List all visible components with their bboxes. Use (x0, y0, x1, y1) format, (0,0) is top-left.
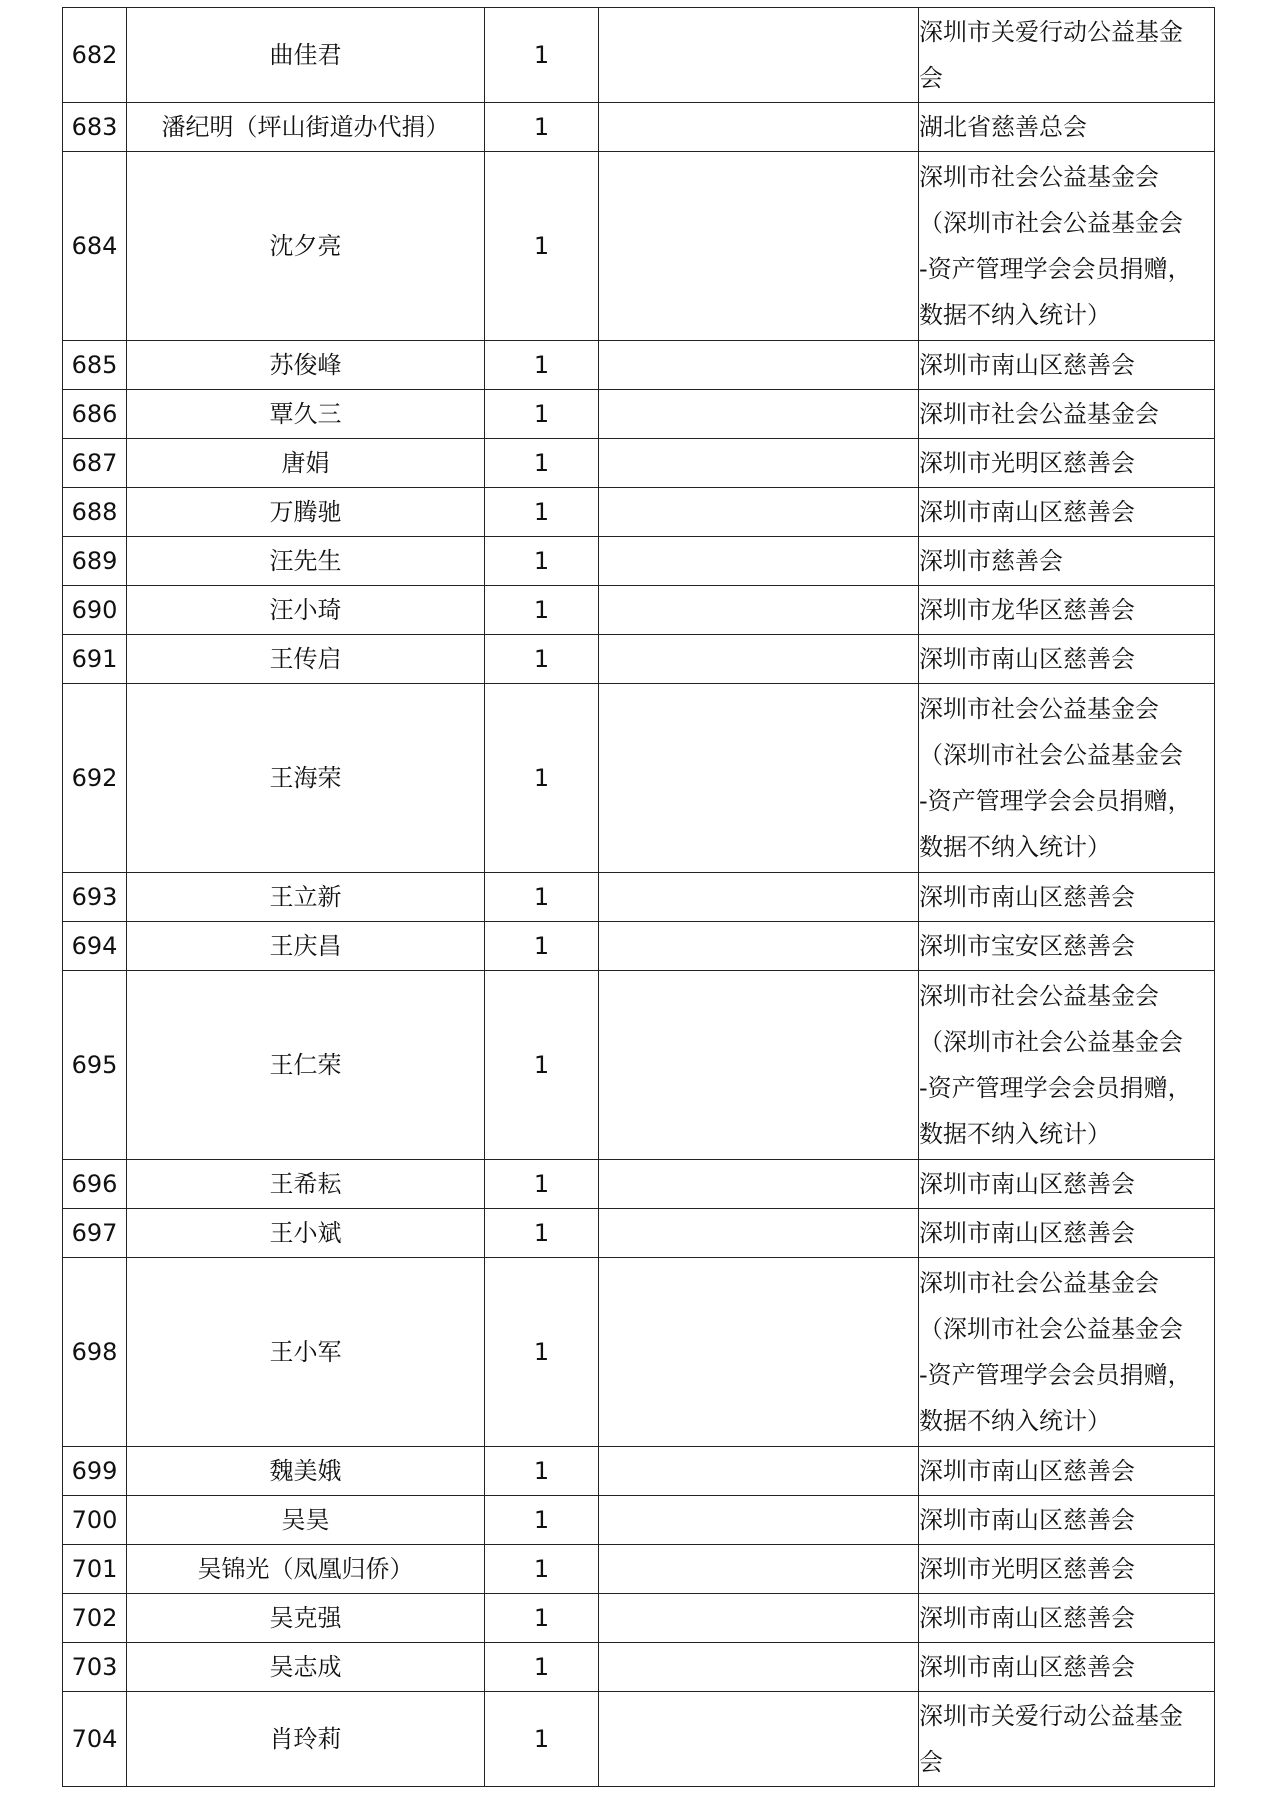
table-row (63, 922, 1215, 971)
recipient-org-line: 深圳市南山区慈善会 (919, 1219, 1135, 1247)
recipient-org-line: （深圳市社会公益基金会 (919, 1315, 1183, 1343)
recipient-org-cell (919, 537, 1215, 586)
note-cell (599, 341, 919, 390)
table-row (63, 684, 1215, 873)
note-cell (599, 1545, 919, 1594)
recipient-org-line: （深圳市社会公益基金会 (919, 1028, 1183, 1056)
amount-cell: 1 (485, 152, 599, 341)
note-cell (599, 1258, 919, 1447)
note-cell (599, 1209, 919, 1258)
amount-cell: 1 (485, 488, 599, 537)
donor-name-cell: 唐娟 (127, 439, 485, 488)
row-number-cell: 696 (63, 1160, 127, 1209)
amount-cell: 1 (485, 586, 599, 635)
row-number-cell: 698 (63, 1258, 127, 1447)
donor-name-cell: 曲佳君 (127, 8, 485, 103)
note-cell (599, 635, 919, 684)
row-number-cell: 697 (63, 1209, 127, 1258)
note-cell (599, 971, 919, 1160)
amount-cell: 1 (485, 684, 599, 873)
note-cell (599, 439, 919, 488)
row-number-cell: 692 (63, 684, 127, 873)
amount-cell: 1 (485, 1496, 599, 1545)
recipient-org-line: 深圳市龙华区慈善会 (919, 596, 1135, 624)
recipient-org-cell (919, 1496, 1215, 1545)
amount-cell: 1 (485, 103, 599, 152)
row-number-cell: 691 (63, 635, 127, 684)
recipient-org-line: -资产管理学会会员捐赠， (919, 1361, 1192, 1389)
row-number-cell: 694 (63, 922, 127, 971)
note-cell (599, 8, 919, 103)
recipient-org-cell (919, 586, 1215, 635)
recipient-org-line: 数据不纳入统计） (919, 1407, 1111, 1435)
recipient-org-line: 深圳市关爱行动公益基金 (919, 1702, 1183, 1730)
table-row (63, 390, 1215, 439)
recipient-org-line: 会 (919, 1748, 943, 1776)
amount-cell: 1 (485, 1594, 599, 1643)
row-number-cell: 688 (63, 488, 127, 537)
note-cell (599, 537, 919, 586)
recipient-org-line: 数据不纳入统计） (919, 833, 1111, 861)
table-row (63, 1594, 1215, 1643)
donor-name-cell: 王希耘 (127, 1160, 485, 1209)
note-cell (599, 1496, 919, 1545)
recipient-org-line: 深圳市社会公益基金会 (919, 695, 1159, 723)
recipient-org-cell (919, 390, 1215, 439)
table-row (63, 635, 1215, 684)
recipient-org-line: -资产管理学会会员捐赠， (919, 787, 1192, 815)
recipient-org-line: 数据不纳入统计） (919, 1120, 1111, 1148)
recipient-org-cell (919, 103, 1215, 152)
table-row (63, 341, 1215, 390)
recipient-org-line: 深圳市南山区慈善会 (919, 498, 1135, 526)
row-number-cell: 687 (63, 439, 127, 488)
row-number-cell: 690 (63, 586, 127, 635)
table-row (63, 537, 1215, 586)
note-cell (599, 873, 919, 922)
recipient-org-line: 深圳市南山区慈善会 (919, 1506, 1135, 1534)
row-number-cell: 702 (63, 1594, 127, 1643)
table-row (63, 1160, 1215, 1209)
note-cell (599, 684, 919, 873)
table-row (63, 1447, 1215, 1496)
row-number-cell: 701 (63, 1545, 127, 1594)
amount-cell: 1 (485, 537, 599, 586)
recipient-org-line: 湖北省慈善总会 (919, 113, 1087, 141)
donor-name-cell: 王海荣 (127, 684, 485, 873)
recipient-org-cell (919, 1594, 1215, 1643)
recipient-org-line: 深圳市南山区慈善会 (919, 1170, 1135, 1198)
amount-cell: 1 (485, 1692, 599, 1787)
recipient-org-cell (919, 1643, 1215, 1692)
recipient-org-cell (919, 635, 1215, 684)
donation-list-page (62, 7, 1215, 1787)
recipient-org-cell (919, 439, 1215, 488)
amount-cell: 1 (485, 635, 599, 684)
amount-cell: 1 (485, 341, 599, 390)
table-body (63, 8, 1215, 1787)
table-row (63, 971, 1215, 1160)
donor-name-cell: 吴锦光（凤凰归侨） (127, 1545, 485, 1594)
recipient-org-line: 深圳市社会公益基金会 (919, 163, 1159, 191)
note-cell (599, 1160, 919, 1209)
recipient-org-cell (919, 873, 1215, 922)
recipient-org-line: 深圳市南山区慈善会 (919, 351, 1135, 379)
donor-name-cell: 王仁荣 (127, 971, 485, 1160)
recipient-org-cell (919, 1209, 1215, 1258)
amount-cell: 1 (485, 1160, 599, 1209)
donor-name-cell: 汪小琦 (127, 586, 485, 635)
row-number-cell: 686 (63, 390, 127, 439)
donor-name-cell: 吴志成 (127, 1643, 485, 1692)
row-number-cell: 685 (63, 341, 127, 390)
row-number-cell: 689 (63, 537, 127, 586)
note-cell (599, 103, 919, 152)
recipient-org-line: 深圳市社会公益基金会 (919, 1269, 1159, 1297)
donor-name-cell: 王小斌 (127, 1209, 485, 1258)
recipient-org-line: 深圳市南山区慈善会 (919, 645, 1135, 673)
recipient-org-line: 深圳市南山区慈善会 (919, 1653, 1135, 1681)
donor-name-cell: 沈夕亮 (127, 152, 485, 341)
recipient-org-line: 深圳市南山区慈善会 (919, 1457, 1135, 1485)
recipient-org-line: 深圳市关爱行动公益基金 (919, 18, 1183, 46)
table-row (63, 1209, 1215, 1258)
donor-name-cell: 覃久三 (127, 390, 485, 439)
recipient-org-cell (919, 922, 1215, 971)
row-number-cell: 699 (63, 1447, 127, 1496)
note-cell (599, 922, 919, 971)
table-row (63, 103, 1215, 152)
row-number-cell: 682 (63, 8, 127, 103)
donor-name-cell: 王小军 (127, 1258, 485, 1447)
row-number-cell: 684 (63, 152, 127, 341)
amount-cell: 1 (485, 1643, 599, 1692)
recipient-org-line: （深圳市社会公益基金会 (919, 209, 1183, 237)
donor-name-cell: 吴克强 (127, 1594, 485, 1643)
note-cell (599, 1692, 919, 1787)
donation-table (62, 7, 1215, 1787)
donor-name-cell: 王庆昌 (127, 922, 485, 971)
recipient-org-line: -资产管理学会会员捐赠， (919, 255, 1192, 283)
recipient-org-line: 深圳市社会公益基金会 (919, 400, 1159, 428)
table-row (63, 873, 1215, 922)
donor-name-cell: 肖玲莉 (127, 1692, 485, 1787)
donor-name-cell: 苏俊峰 (127, 341, 485, 390)
table-row (63, 586, 1215, 635)
row-number-cell: 693 (63, 873, 127, 922)
note-cell (599, 1594, 919, 1643)
recipient-org-line: 深圳市南山区慈善会 (919, 1604, 1135, 1632)
recipient-org-cell (919, 488, 1215, 537)
table-row (63, 1643, 1215, 1692)
recipient-org-cell (919, 684, 1215, 873)
recipient-org-cell (919, 8, 1215, 103)
row-number-cell: 695 (63, 971, 127, 1160)
row-number-cell: 704 (63, 1692, 127, 1787)
recipient-org-cell (919, 971, 1215, 1160)
recipient-org-cell (919, 1258, 1215, 1447)
donor-name-cell: 潘纪明（坪山街道办代捐） (127, 103, 485, 152)
table-row (63, 488, 1215, 537)
recipient-org-cell (919, 1447, 1215, 1496)
recipient-org-cell (919, 1545, 1215, 1594)
amount-cell: 1 (485, 922, 599, 971)
recipient-org-line: 深圳市宝安区慈善会 (919, 932, 1135, 960)
table-row (63, 1258, 1215, 1447)
recipient-org-line: （深圳市社会公益基金会 (919, 741, 1183, 769)
note-cell (599, 1447, 919, 1496)
note-cell (599, 390, 919, 439)
amount-cell: 1 (485, 873, 599, 922)
donor-name-cell: 王立新 (127, 873, 485, 922)
recipient-org-line: 深圳市光明区慈善会 (919, 449, 1135, 477)
recipient-org-line: 深圳市慈善会 (919, 547, 1063, 575)
row-number-cell: 703 (63, 1643, 127, 1692)
recipient-org-cell (919, 341, 1215, 390)
donor-name-cell: 吴昊 (127, 1496, 485, 1545)
recipient-org-cell (919, 152, 1215, 341)
note-cell (599, 1643, 919, 1692)
donor-name-cell: 王传启 (127, 635, 485, 684)
donor-name-cell: 汪先生 (127, 537, 485, 586)
table-row (63, 1496, 1215, 1545)
table-row (63, 439, 1215, 488)
amount-cell: 1 (485, 1447, 599, 1496)
amount-cell: 1 (485, 390, 599, 439)
recipient-org-cell (919, 1160, 1215, 1209)
recipient-org-line: 深圳市光明区慈善会 (919, 1555, 1135, 1583)
note-cell (599, 586, 919, 635)
amount-cell: 1 (485, 8, 599, 103)
amount-cell: 1 (485, 1258, 599, 1447)
table-row (63, 152, 1215, 341)
donor-name-cell: 万腾驰 (127, 488, 485, 537)
amount-cell: 1 (485, 1545, 599, 1594)
donor-name-cell: 魏美娥 (127, 1447, 485, 1496)
recipient-org-line: 数据不纳入统计） (919, 301, 1111, 329)
amount-cell: 1 (485, 971, 599, 1160)
note-cell (599, 488, 919, 537)
table-row (63, 8, 1215, 103)
recipient-org-line: 深圳市社会公益基金会 (919, 982, 1159, 1010)
recipient-org-line: 深圳市南山区慈善会 (919, 883, 1135, 911)
table-row (63, 1692, 1215, 1787)
row-number-cell: 683 (63, 103, 127, 152)
row-number-cell: 700 (63, 1496, 127, 1545)
recipient-org-line: -资产管理学会会员捐赠， (919, 1074, 1192, 1102)
amount-cell: 1 (485, 1209, 599, 1258)
recipient-org-cell (919, 1692, 1215, 1787)
table-row (63, 1545, 1215, 1594)
note-cell (599, 152, 919, 341)
amount-cell: 1 (485, 439, 599, 488)
recipient-org-line: 会 (919, 64, 943, 92)
